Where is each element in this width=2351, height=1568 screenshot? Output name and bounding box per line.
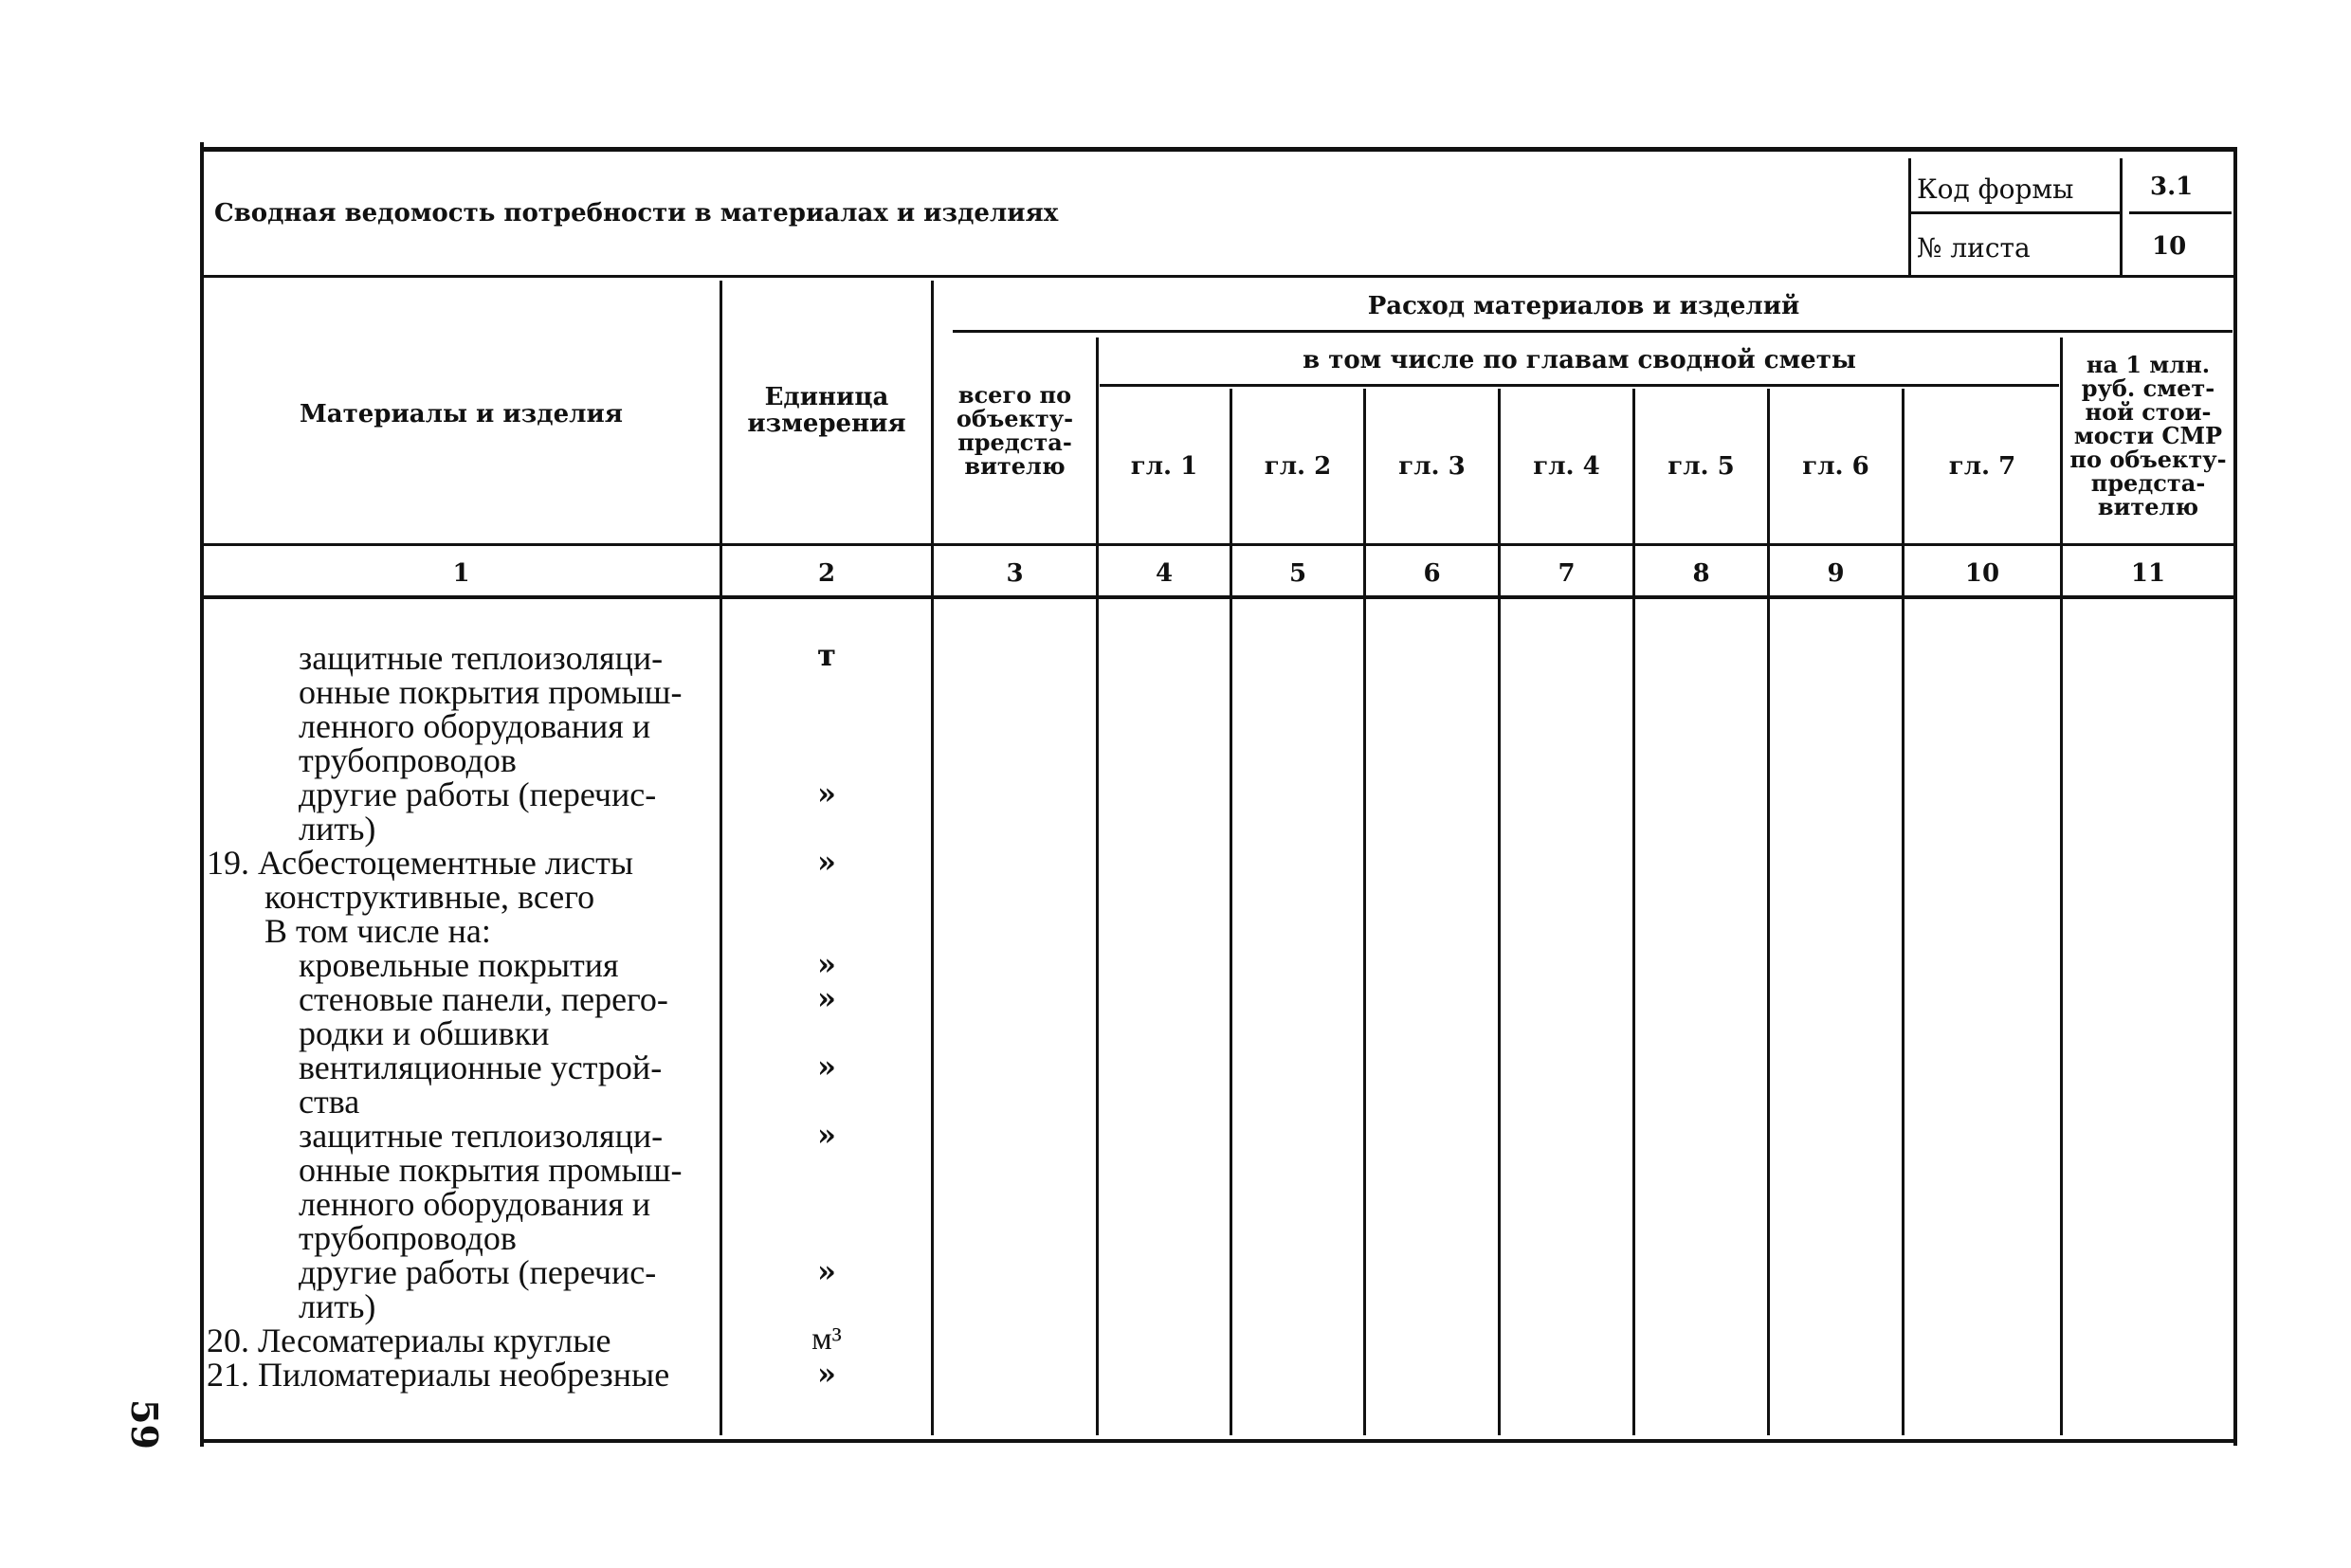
row-unit: » [817,1117,836,1153]
row-text: родки и обшивки [299,1014,550,1052]
col-header-unit-line1: Единица [764,383,889,411]
title-box-hline [1911,211,2120,214]
col-number-11: 11 [2130,559,2166,588]
row-text: трубопроводов [299,741,517,779]
row-text: защитные теплоизоляци- [299,639,664,677]
col-number-4: 4 [1155,559,1174,588]
document-title: Сводная ведомость потребности в материалах и изделиях [214,199,1059,228]
col-header-ch6: гл. 6 [1802,452,1869,481]
page-number: 59 [122,1399,166,1449]
col-number-9: 9 [1827,559,1845,588]
per-million-line: мости СМР [2073,422,2223,449]
col-header-unit-line2: измерения [747,410,906,438]
per-million-line: на 1 млн. [2086,351,2211,378]
row-text: стеновые панели, перего- [299,980,668,1018]
row-text: ленного оборудования и [299,707,651,745]
col-number-1: 1 [452,559,470,588]
form-code-value: 3.1 [2150,173,2194,201]
row-unit: т [817,637,836,673]
frame-top-line [203,147,2237,152]
col-header-ch3: гл. 3 [1398,452,1466,481]
numbers-bottom-line [203,595,2233,599]
row-text: ства [299,1083,360,1121]
row-text: другие работы (перечис- [299,775,657,813]
row-text: 20. Лесоматериалы круглые [207,1322,611,1359]
col-sep-1 [720,281,722,1435]
total-line: объекту- [956,405,1074,432]
frame-right-line [2233,147,2237,1446]
col-number-3: 3 [1006,559,1024,588]
sheet-value: 10 [2152,232,2187,261]
col-header-ch7: гл. 7 [1948,452,2016,481]
col-header-consumption: Расход материалов и изделий [1367,292,1800,320]
row-unit: » [817,1356,836,1392]
row-text: вентиляционные устрой- [299,1048,663,1086]
frame-left-line [200,142,204,1447]
total-line: вителю [964,452,1066,480]
col-number-8: 8 [1692,559,1710,588]
row-text: онные покрытия промыш- [299,673,683,711]
row-text: конструктивные, всего [264,878,595,916]
row-text: ленного оборудования и [299,1185,651,1223]
header-top-line [203,275,2237,278]
row-unit: » [817,1048,836,1085]
per-million-line: руб. смет- [2081,374,2215,402]
consumption-underline [953,330,2233,333]
header-bottom-line [203,543,2233,546]
total-line: всего по [957,381,1072,409]
chapters-underline [1100,384,2059,387]
row-text: В том числе на: [264,912,491,950]
col-header-by-chapters: в том числе по главам сводной сметы [1303,346,1856,374]
col-header-materials: Материалы и изделия [300,400,623,428]
row-unit: » [817,946,836,982]
col-number-10: 10 [1964,559,2000,588]
row-unit: » [817,1253,836,1289]
col-number-7: 7 [1558,559,1576,588]
row-text: другие работы (перечис- [299,1253,657,1291]
row-text: лить) [299,1287,376,1325]
col-header-ch4: гл. 4 [1533,452,1600,481]
row-text: трубопроводов [299,1219,517,1257]
sheet-label: № листа [1917,232,2031,264]
col-sep-3 [1096,337,1099,1435]
row-unit: » [817,844,836,880]
frame-bottom-line [203,1439,2237,1443]
row-text: лить) [299,810,376,848]
row-text: 21. Пиломатериалы необрезные [207,1356,670,1394]
row-text: защитные теплоизоляци- [299,1117,664,1155]
col-header-per-million [2063,353,2233,519]
col-header-ch2: гл. 2 [1264,452,1332,481]
col-number-2: 2 [817,559,836,588]
per-million-line: вителю [2097,493,2199,520]
row-text: онные покрытия промыш- [299,1151,683,1189]
row-unit: » [817,980,836,1016]
title-box-hline-2 [2129,211,2232,214]
total-line: предста- [957,428,1072,456]
title-box-left-line [1908,158,1911,276]
per-million-line: предста- [2090,469,2206,497]
col-number-6: 6 [1423,559,1441,588]
title-box-mid-line [2120,158,2123,276]
row-text: 19. Асбестоцементные листы [207,844,634,882]
col-number-5: 5 [1288,559,1307,588]
row-unit: м³ [811,1322,842,1357]
row-unit: » [817,775,836,811]
row-text: кровельные покрытия [299,946,619,984]
per-million-line: ной стои- [2085,398,2212,426]
col-header-total [934,383,1096,478]
col-header-ch5: гл. 5 [1668,452,1735,481]
form-code-label: Код формы [1917,173,2074,205]
col-header-ch1: гл. 1 [1130,452,1198,481]
per-million-line: по объекту- [2069,446,2227,473]
